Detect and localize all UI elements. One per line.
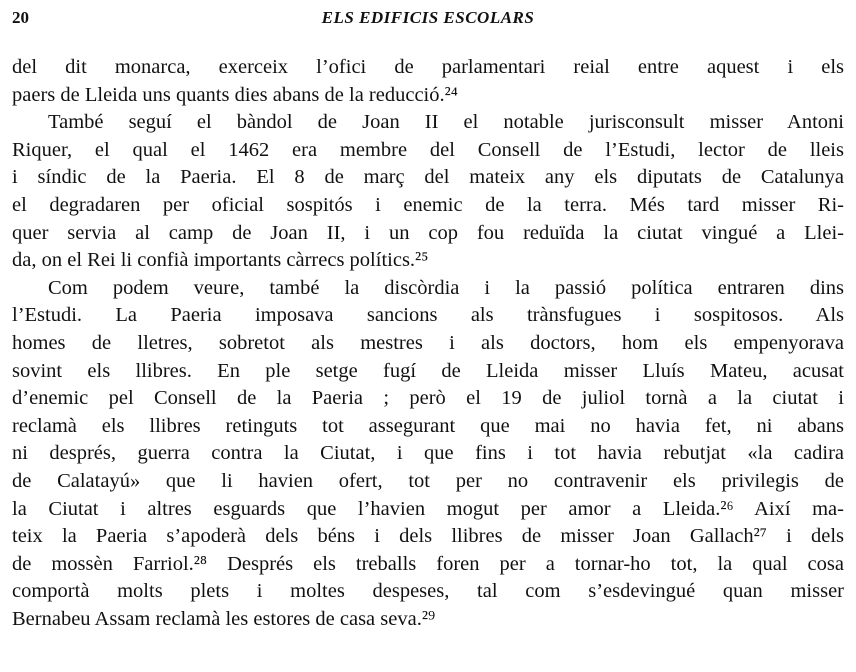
text-line: teix la Paeria s’apoderà dels béns i dels llibres de misser Joan Gallach²⁷ i dels xyxy=(12,525,844,548)
body-text xyxy=(12,54,844,633)
text-line: paers de Lleida uns quants dies abans de la reducció.²⁴ xyxy=(12,83,458,106)
page-number: 20 xyxy=(12,8,29,27)
book-page xyxy=(12,6,844,633)
text-line: Riquer, el qual el 1462 era membre del Consell de l’Estudi, lector de lleis xyxy=(12,138,844,161)
text-line: el degradaren per oficial sospitós i enemic de la terra. Més tard misser Ri- xyxy=(12,193,844,216)
text-line: homes de lletres, sobretot als mestres i als doctors, hom els empenyorava xyxy=(12,331,844,354)
text-line: sovint els llibres. En ple setge fugí de Lleida misser Lluís Mateu, acusat xyxy=(12,359,844,382)
text-line: la Ciutat i altres esguards que l’havien mogut per amor a Lleida.²⁶ Així ma- xyxy=(12,497,844,520)
text-line: l’Estudi. La Paeria imposava sancions als trànsfugues i sospitosos. Als xyxy=(12,304,844,327)
text-line: da, on el Rei li confià importants càrrecs polítics.²⁵ xyxy=(12,249,429,272)
text-line: Com podem veure, també la discòrdia i la passió política entraren dins xyxy=(48,276,844,299)
text-line: Bernabeu Assam reclamà les estores de casa seva.²⁹ xyxy=(12,607,436,630)
text-line: de Calatayú» que li havien ofert, tot per no contravenir els privilegis de xyxy=(12,469,844,492)
text-line: d’enemic pel Consell de la Paeria ; però el 19 de juliol tornà a la ciutat i xyxy=(12,387,844,410)
text-line: de mossèn Farriol.²⁸ Després els treballs foren per a tornar-ho tot, la qual cosa xyxy=(12,552,844,575)
running-title: ELS EDIFICIS ESCOLARS xyxy=(321,8,535,27)
text-line: del dit monarca, exerceix l’ofici de parlamentari reial entre aquest i els xyxy=(12,56,844,78)
text-line: comportà molts plets i moltes despeses, tal com s’esdevingué quan misser xyxy=(12,580,844,603)
running-head xyxy=(12,6,844,32)
text-line: ni després, guerra contra la Ciutat, i que fins i tot havia rebutjat «la cadira xyxy=(12,442,844,465)
text-line: quer servia al camp de Joan II, i un cop fou reduïda la ciutat vingué a Llei- xyxy=(12,221,844,244)
text-line: reclamà els llibres retinguts tot assegurant que mai no havia fet, ni abans xyxy=(12,414,844,437)
text-line: i síndic de la Paeria. El 8 de març del mateix any els diputats de Catalunya xyxy=(12,166,844,189)
text-line: També seguí el bàndol de Joan II el notable jurisconsult misser Antoni xyxy=(48,111,844,134)
